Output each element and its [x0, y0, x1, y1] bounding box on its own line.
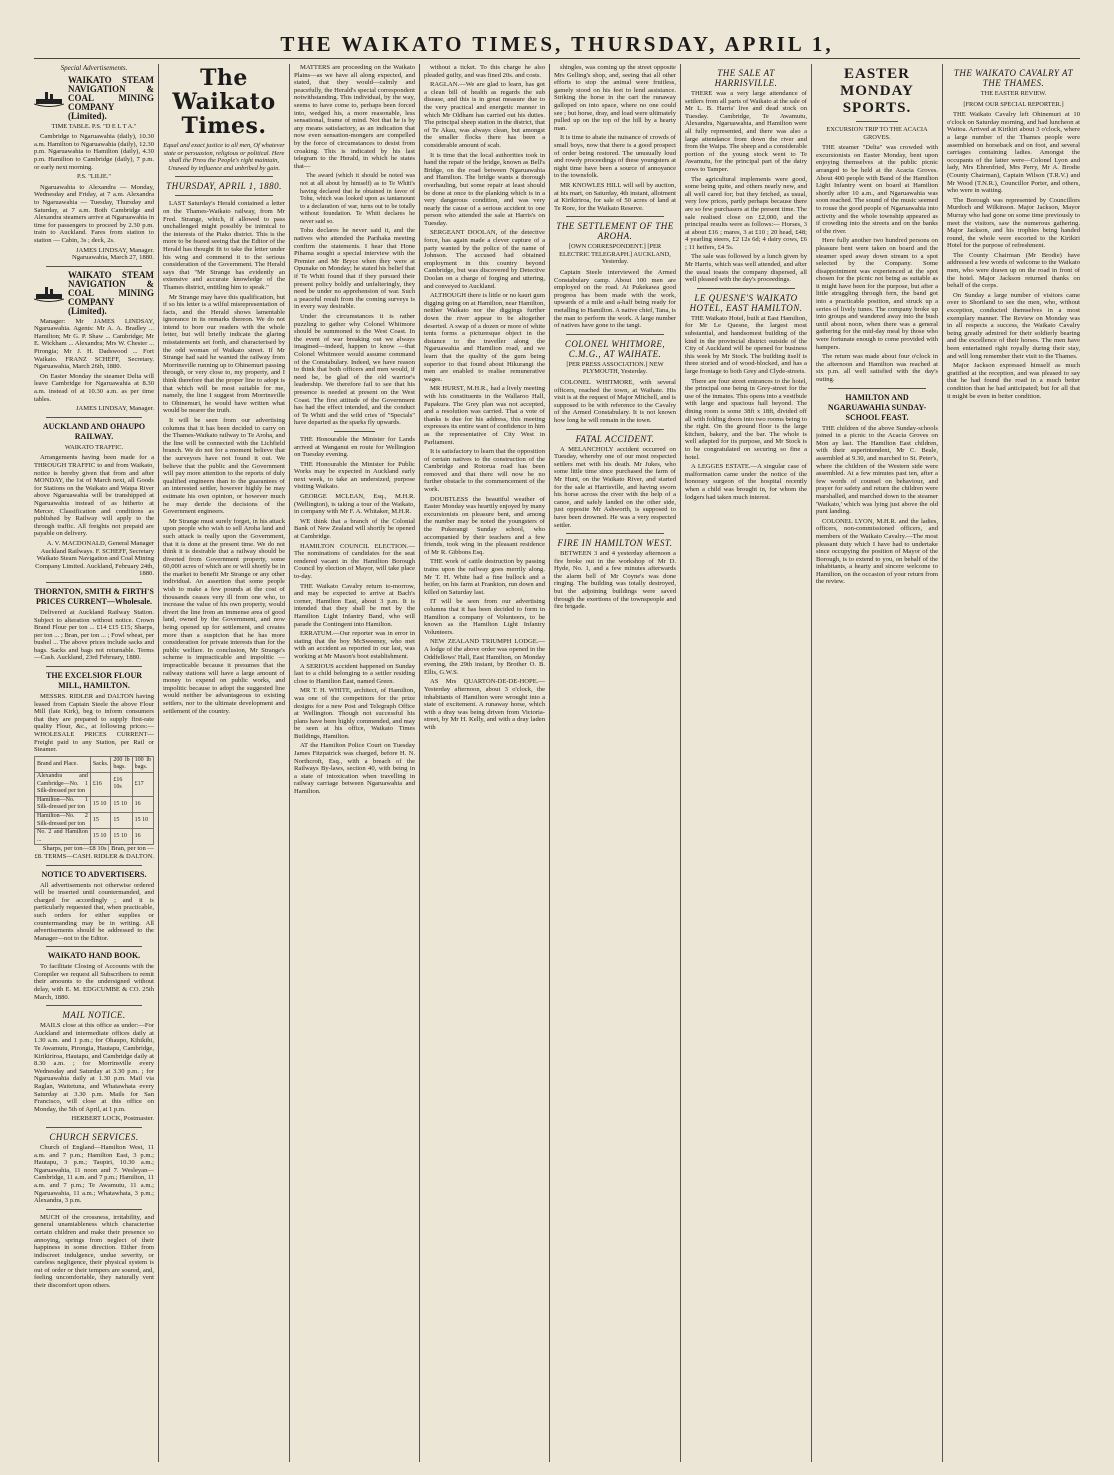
- ad1-lilie-body: Ngaruawahia to Alexandra — Monday, Wednesday and Friday, at 7 a.m. Alexandra to Ngaruawahia — Tuesday, Thursday and Saturday, at 7 a.m. Both Cambridge and Alexandra steamers arrive at Ngaruawahia in time for passengers to proceed by 2.30 p.m. train to Auckland. Fares from station to station — Cabin, 3s ; deck, 2s.: [34, 183, 154, 244]
- ad4-title: THORNTON, SMITH & FIRTH'S PRICES CURRENT—Wholesale.: [34, 586, 154, 606]
- divider: [566, 429, 664, 430]
- ad1-sign: JAMES LINDSAY, Manager. Ngaruawahia, March 27, 1880.: [71, 246, 154, 262]
- ad1-lilie: P.S. "LILIE.": [77, 173, 111, 181]
- divider: [175, 176, 273, 177]
- hotel-title: LE QUESNE'S WAIKATO HOTEL, EAST HAMILTON.: [689, 292, 803, 313]
- harrisville-title: THE SALE AT HARRISVILLE.: [714, 68, 778, 88]
- fire-body: BETWEEN 3 and 4 yesterday afternoon a fire broke out in the workshop of Mr D. Hyde, No. 1, and a few minutes afterwards the alarm bell of Mr Coyne's was done ringing. The building was totally destroyed, but the adjoining buildings were saved through the exertions of the townspeople and fire brigade.: [554, 550, 676, 611]
- column-news-5: [554, 64, 676, 1462]
- column-news-4: [424, 64, 545, 1462]
- news-short-6: THE Waikato Cavalry return to-morrow, and may be expected to arrive at Bach's corner, Hamilton East, about 3 p.m. It is intended that they shall be met by the Hamilton Light Infantry Band, who will parade the Contingent into Hamilton.: [294, 582, 415, 628]
- ad5-body: MESSRS. RIDLER and DALTON having leased from Captain Steele the above Flour Mill (late Kirk), beg to inform consumers that they are prepared to supply first-rate quality Flour, &c., at following prices:— WHOLESALE PRICES CURRENT— Freight paid to any Station, per Rail or Steamer.: [34, 693, 154, 754]
- column-rule: [680, 64, 681, 1462]
- news-p10: IT will be seen from our advertising columns that it has been decided to form in Hamilton a company of Volunteers, to be known as the Hamilton Light Infantry Volunteers.: [424, 598, 545, 636]
- column-rule: [158, 64, 159, 1462]
- ad3-title: AUCKLAND AND OHAUPO RAILWAY.: [42, 421, 146, 441]
- paper-title: The Waikato Times.: [172, 65, 276, 139]
- accident-body: A MELANCHOLY accident occurred on Tuesday, whereby one of our most respected settlers met with his death. Mr Jukes, who some little time since purchased the farm of Mr Hunt, on the Waikato River, and started for the sale at Harrisville, and having sworn his horse across the river with the help of a canoe, and safely landed on the other side, just opposite Mr Ashworth, is supposed to have been drowned. He was a very respected settler.: [554, 445, 676, 529]
- table-header-cell: 200 lb bags.: [111, 756, 132, 772]
- news-short-9: MR T. H. WHITE, architect, of Hamilton, was one of the competitors for the prize designs for a new Post and Telegraph Office at Wellington. Though not successful his plans have been highly commended, and may be seen at his office, Waikato Times Buildings, Hamilton.: [294, 687, 415, 740]
- table-header-cell: 100 lb bags.: [132, 756, 153, 772]
- steam-nav-ad-header: [34, 76, 154, 121]
- divider: [46, 666, 142, 667]
- ad7-body: To facilitate Closing of Accounts with the Compiler we request all Subscribers to remit their amounts to the undersigned without delay, with E. M. EDGCUMBE & CO. 25th March, 1880.: [34, 963, 154, 1001]
- masthead-rule: [34, 58, 1080, 59]
- ad7-title: WAIKATO HAND BOOK.: [47, 951, 141, 961]
- news-p7: It is satisfactory to learn that the opposition of certain natives to the construction of the Cambridge and Rotorua road has been removed and that there will now be no further obstacle to the commencement of the work.: [424, 448, 545, 494]
- ad6-title: NOTICE TO ADVERTISERS.: [41, 869, 147, 879]
- news-p12: AS Mrs QUARTON-DE-DE-HOPE.—Yesterday afternoon, about 3 o'clock, the inhabitants of Hamilton were wrought into a state of excitement. A runaway horse, which with a dray was being driven from Victoria-street, by Mr H. Kelly, and with a dray laden with: [424, 678, 545, 731]
- fire-title: FIRE IN HAMILTON WEST.: [557, 538, 673, 549]
- divider: [46, 946, 142, 947]
- divider: [175, 195, 273, 196]
- table-cell: 16: [132, 796, 153, 812]
- ad3-sign: A. V. MACDONALD, General Manager Auckland Railways. F. SCHEFF, Secretary Waikato Steam Navigation and Coal Mining Company Limited. Auckland, February 24th, 1880.: [35, 539, 154, 578]
- whitmore-sub: [PER PRESS ASSOCIATION.] NEW PLYMOUTH, Yesterday.: [566, 360, 664, 376]
- table-row: [35, 773, 154, 797]
- whitmore-title: COLONEL WHITMORE, C.M.G., AT WAIHATE.: [564, 338, 666, 359]
- aroha-body: Captain Steele interviewed the Armed Constabulary camp. About 100 men are employed on the road. At Pukekawa good progress has been made with the work, upwards of a mile and a-half being ready for metalling to Hamilton. A native chief, Tana, is the man to perform the work. A large number of natives have gone to the tangi.: [554, 269, 676, 330]
- divider: [566, 533, 664, 534]
- news-p3: Under the circumstances it is rather puzzling to gather why Colonel Whitmore should be summoned to the West Coast. In the event of war breaking out we always imagined—indeed, happen to know —that Colonel Whitmore would assume command of the Constabulary. Indeed, we have reason to think that both officers and men would, if need be, be glad of the old warrior's leadership. We therefore fail to see that his presence is needed at present on the West Coast. The first attitude of the Government has had the effect intended, and the conduct of Te Whiti and the wild cries of "Specials" have departed as the sparks fly upwards.: [294, 313, 415, 427]
- column-rule: [289, 64, 290, 1462]
- column-editorial: [163, 64, 285, 1462]
- accident-title: FATAL ACCIDENT.: [575, 433, 655, 444]
- table-cell: 15 10: [132, 812, 153, 828]
- column-news-8: [947, 64, 1080, 1462]
- news-p3: MR KNOWLES HILL will sell by auction, at his mart, on Saturday, 4th instant, allotment at Kirikiriroa, for sale of 50 acres of land at Te Rore, for the Waikato Reserve.: [554, 181, 676, 212]
- editorial-p1: LAST Saturday's Herald contained a letter on the Thames-Waikato railway, from Mr Fred. Strange, which, if allowed to pass unchallenged might possibly be inimical to the interests of the Piako district. This is the more to be feared seeing that the Editor of the Herald has thought fit to take the letter under his wing and commend it to the serious consideration of the Government. The Herald says that "Mr Strange has evidently an extensive and accurate knowledge of the Thames district, entitling him to speak.": [163, 200, 285, 291]
- table-cell: Hamilton—No. 2 Silk-dressed per ton: [35, 812, 91, 828]
- table-header-cell: Sacks.: [90, 756, 111, 772]
- table-cell: 15 10: [90, 796, 111, 812]
- table-cell: 15: [111, 812, 132, 828]
- news-short-2: THE Honourable the Minister for Public Works may be expected in Auckland early next week, to take an undersized, purpose visiting Waikato.: [294, 460, 415, 491]
- column-rule: [419, 64, 420, 1462]
- news-p2: Tohu declares he never said it, and the natives who attended the Parihaka meeting confirm the statements. I hear that Hone Pihama sought a special interview with the Premier and Mr Bryce when they were at Opunake on Monday; he stated his belief that if Te Whiti found that if they pursued their present policy boldly and unfalteringly, they need be under no apprehension of war. Such a peaceful result from the coming surveys is in every way desirable.: [294, 227, 415, 311]
- divider: [46, 1127, 142, 1128]
- special-ads-heading: Special Advertisements.: [60, 64, 128, 72]
- news-short-10: AT the Hamilton Police Court on Tuesday James Fitzpatrick was charged, before H. N. Northcroft, Esq., with a breach of the Railways By-laws, section 40, with being in a state of intoxication when travelling in railway carriage between Ngaruawahia and Hamilton.: [294, 742, 415, 796]
- table-row: [35, 796, 154, 812]
- cavalry-p4: On Sunday a large number of visitors came over to Shortland to see the men, who, without exception, conducted themselves in a most exemplary manner. The Review on Monday was in all respects a success, the Waikato Cavalry being greatly admired for their soldierly bearing and the excellence of their horses. The men have been entertained right royally during their stay, and will long remember their visit to the Thames.: [947, 291, 1080, 360]
- hotel-p6: A LEGGES ESTATE.—A singular case of malformation came under the notice of the honorary surgeon of the hospital recently when a child was brought in, for whom the lodgers had taken much interest.: [685, 463, 807, 501]
- table-cell: £16 10s: [111, 773, 132, 797]
- divider: [856, 121, 898, 122]
- mail-title: MAIL NOTICE.: [62, 1010, 126, 1021]
- steamer-icon: [34, 89, 64, 107]
- ad3-sub: WAIKATO TRAFFIC.: [64, 443, 124, 451]
- table-cell: 15 10: [90, 829, 111, 845]
- editorial-p3: It will be seen from our advertising columns that it has been decided to carry on the Thames-Waikato railway to Te Aroha, and the line will be connected with the Lichfield branch. We do not for a moment believe that the surveyors have not found it out. We believe that the public and the Government will pay more attention to the reports of duly qualified engineers than to the guarantees of an interested settler, however highly he may estimate his own opinion, or however much he may deride the decisions of the Government engineers.: [163, 417, 285, 516]
- ad2-body: Manager: Mr JAMES LINDSAY, Ngaruawahia. Agents: Mr A. A. Bradley ... Hamilton; Mr G. P. Shaw ... Cambridge; Mr E. Wickham ... Alexandra; Mrs W. Chester ... Pirongia; Mr J. H. Dadswood ... Fort Waikato. FRANZ SCHEFF, Secretary. Ngaruawahia, March 26th, 1880.: [34, 317, 154, 371]
- cavalry-p1: THE Waikato Cavalry left Ohinemuri at 10 o'clock on Saturday morning, and had luncheon at Waitoa. Arrived at Kirikiri about 3 o'clock, where a large number of the Thames people were assembled on horseback and on foot, and several carriages containing ladies. Amongst the occupants of the latter were—Colonel Lyon and lady, Mrs Ehrenfried, Mrs Perry, Mr A. Brodie (County Chairman), Captain Wilson (T.R.V.) and Mr Wood (T.N.R.), Councillor Porter, and others, who were in waiting.: [947, 111, 1080, 195]
- ad2-easter: On Easter Monday the steamer Delta will leave Cambridge for Ngaruawahia at 8.30 a.m. instead of at 10.30 a.m. as per time tables.: [34, 372, 154, 403]
- ad2-sign: JAMES LINDSAY, Manager.: [75, 405, 154, 413]
- column-rule: [942, 64, 943, 1462]
- easter-p2: Here fully another two hundred persons on pleasure bent were taken on board and the steamer sped away down stream to a spot selected by the Company. Some disappointment was experienced at the spot chosen for the picnic not being as suitable as it might have been for the purpose, but after a little struggling through fern, the band got into a practicable position, and struck up a series of lively tunes. The company broke up into groups and wandered away into the bush until about noon, when there was a general gathering for the mid-day meal by those who were fortunate enough to come provided with hampers.: [816, 237, 938, 351]
- cavalry-p5: Major Jackson expressed himself as much gratified at the reception, and was pleased to say that he had found the road in a much better condition than he had anticipated; but for all that it might be even in better condition.: [947, 362, 1080, 400]
- cavalry-title: THE WAIKATO CAVALRY AT THE THAMES.: [953, 68, 1074, 88]
- column-advertisements: [34, 64, 154, 1462]
- news-short-3: GEORGE MCLEAN, Esq., M.H.R. (Wellington), is taking a tour of the Waikato, in company with Mr F. A. Whitaker, M.H.R.: [294, 493, 415, 516]
- ad1-timetable: TIME TABLE. P.S. "D E L T A.": [51, 122, 137, 130]
- table-cell: £16: [90, 773, 111, 797]
- divider: [46, 266, 142, 267]
- cavalry-sub: THE EASTER REVIEW.: [980, 90, 1047, 97]
- column-rule: [811, 64, 812, 1462]
- church-title: CHURCH SERVICES.: [49, 1131, 139, 1142]
- news-p2: It is time to abate the nuisance of crowds of small boys, now that there is a good prospect of order being restored. The unusually loud and rowdy proceedings of these youngsters at night time have been a source of annoyance to the townsfolk.: [554, 134, 676, 180]
- easter-p3: The return was made about four o'clock in the afternoon and Hamilton was reached at six p.m. all well satisfied with the day's outing.: [816, 353, 938, 383]
- divider: [828, 388, 926, 389]
- table-header-row: [35, 756, 154, 772]
- news-p1: without a ticket. To this charge he also pleaded guilty, and was fined 20s. and costs.: [424, 64, 545, 79]
- ad5-sign: Sharps, per ton—£8 10s | Bran, per ton — £8. TERMS—CASH. RIDLER & DALTON.: [34, 845, 154, 860]
- news-p3: It is time that the local authorities took in hand the repair of the bridge, known as Bell's Bridge, on the road between Ngaruawahia and Hamilton. The bridge wants a thorough overhauling, but some repair at least should be done at once to the planking which is in a very dangerous condition, and was very nearly the cause of a serious accident to one person who attended the sale at Harris's on Tuesday.: [424, 151, 545, 227]
- news-p5: ALTHOUGH there is little or no kauri gum digging going on at Hamilton, near Hamilton, neither Waikato nor the diggings further down the river appear to be altogether deserted. A swap of a dozen or more of white tents forms a picturesque object in the distance to the traveller along the Ngaruawahia and Hamilton road, and we learn that the quality of the gum being superior to that found about Hikurangi the men are enabled to realise remunerative wages.: [424, 292, 545, 383]
- cavalry-sub2: [FROM OUR SPECIAL REPORTER.]: [963, 100, 1064, 108]
- easter-sports-sub: EXCURSION TRIP TO THE ACACIA GROVES.: [826, 126, 928, 141]
- news-short-1: THE Honourable the Minister for Lands arrived at Wanganui en route for Wellington on Tuesday evening.: [294, 435, 415, 459]
- ad1-title: WAIKATO STEAM NAVIGATION & COAL MINING COMPANY (Limited).: [68, 74, 154, 121]
- flour-price-table: [34, 756, 154, 846]
- paper-motto: Equal and exact justice to all men, Of whatever state or persuasion, religious or political. Here shall the Press the People's right maintain, Unawed by influence and unbribed by gain.: [163, 142, 285, 172]
- table-row: [35, 829, 154, 845]
- column-news-6: [685, 64, 807, 1462]
- divider: [334, 431, 375, 432]
- divider: [46, 1005, 142, 1006]
- news-p6: MR HURST, M.H.R., had a lively meeting with his constituents in the Wallaroo Hall, Papakura. The Grey plan was not accepted, and a resolution was carried. That a vote of thanks is due for his address, this meeting expresses its entire want of confidence in him as the representative of City West in Parliament.: [424, 385, 545, 446]
- harrisville-p1: THERE was a very large attendance of settlers from all parts of Waikato at the sale of Mr L. B. Harris' live and dead stock on Tuesday. Cambridge, Te Awamutu, Alexandra, Ngaruawahia, and Hamilton were all fully represented, and there was also a large attendance from down the river and from the Waipa. The sheep and a considerable portion of the young stock went to Te Awamutu, for the principal part of the dairy cows to Tamper.: [685, 90, 807, 173]
- church-body: Church of England—Hamilton West, 11 a.m. and 7 p.m.; Hamilton East, 3 p.m.; Hautapu, 3 p.m.; Taupiri, 10.30 a.m.; Ngaruawahia, 11 noon and 7. Wesleyan—Cambridge, 11 a.m. and 7 p.m.; Hamilton, 11 a.m. and 7 p.m.; Te Awamutu, 11 a.m.; Ngaruawahia, 11 a.m.; Whatawhata, 3 p.m.; Alexandra, 3 p.m.: [34, 1143, 154, 1205]
- sunday-school-title: HAMILTON AND NGARUAWAHIA SUNDAY-SCHOOL FEAST.: [827, 392, 927, 422]
- table-cell: 15: [90, 812, 111, 828]
- column-news-7: [816, 64, 938, 1462]
- ad6-body: All advertisements not otherwise ordered will be inserted until countermanded, and charged for accordingly ; and it is particularly requested that, when practicable, such orders for either supplies or countermanding may be in writing. All advertisements should be addressed to the Manager—not to the Editor.: [34, 881, 154, 942]
- news-p1: MATTERS are proceeding on the Waikato Plains—as we have all along expected, and stated, that they would—calmly and peacefully, the Herald's special correspondent notwithstanding. This individual, by the way, seems to have come to, perhaps been forced into, wedged his, a more reasonable, less sensational, frame of mind. Not that he is by any means satisfactory, as an indication that now even sensation-mongers are compelled by the force of circumstances to desist from croaking. This is indicated by his last telegram to the Herald, in which he states that—: [294, 64, 415, 170]
- divider: [46, 865, 142, 866]
- table-header-cell: Brand and Place.: [35, 756, 91, 772]
- sunday-school-p5: COLONEL LYON, M.H.R. and the ladies, officers, non-commissioned officers, and members of the Waikato Cavalry.—The most pleasant duty which I have had to undertake since occupying the position of Mayor of the Borough, is to extend to you, on behalf of the inhabitants, a hearty and sincere welcome to Hamilton, on the occasion of your return from the review.: [816, 517, 938, 586]
- easter-sports-title: EASTER MONDAY SPORTS.: [840, 66, 914, 116]
- mail-sign: HERBERT LOCK, Postmaster.: [71, 1115, 154, 1123]
- divider: [697, 288, 795, 289]
- harrisville-p2: The agricultural implements were good, some being quite, and others nearly new, and all well cared for; but they fetched, as usual, very low prices, partly perhaps because there are so few purchasers at the present time. The sale realised close on £2,000, and the principal results were as follows:— Horses, 3 at about £16 ; mares, 3 at £10 ; 20 head, £48; 4 yearling steers, £2 12s 6d; 4 dairy cows, £6 ; 11 heifers, £4 5s.: [685, 175, 807, 251]
- masthead-title: THE WAIKATO TIMES, THURSDAY, APRIL 1,: [280, 32, 834, 56]
- divider: [46, 417, 142, 418]
- whitmore-body: COLONEL WHITMORE, with several officers, reached the town, at Waihate. His visit is at the request of Major Mitchell, and is supposed to be with reference to the Cavalry of the Armed Constabulary. It is not known how long he will remain in the town.: [554, 379, 676, 424]
- divider: [566, 216, 664, 217]
- news-short-8: A SERIOUS accident happened on Sunday last to a child belonging to a settler residing close to Hamilton East, named Green.: [294, 662, 415, 685]
- closing-paragraph: MUCH of the crossness, irritability, and general unamiableness which characterise certain children and make their presence so annoying, springs from neglect of their happiness in some direction. Either from indiscreet indulgence, undue severity, or careless negligence, their physical system is out of order or their tempers are soured, and, feeling uncomfortable, they naturally vent their discomfort upon others.: [34, 1213, 154, 1290]
- aroha-sub: [OWN CORRESPONDENT.] [PER ELECTRIC TELEGRAPH.] AUCKLAND, Yesterday.: [559, 243, 671, 266]
- news-short-4: WE think that a branch of the Colonial Bank of New Zealand will shortly be opened at Cambridge.: [294, 517, 415, 541]
- ad4-body: Delivered at Auckland Railway Station. Subject to alteration without notice. Crown Brand Flour per ton ... £14 £15 £15; Sharps, per ton ... ; Bran, per ton ... ; Fowl wheat, per bushel ... The above prices include sacks and bags. Sacks and bags not returnable. Terms—Cash. Auckland, 23rd February, 1880.: [34, 608, 154, 662]
- harrisville-p3: The sale was followed by a lunch given by Mr Harris, which was well attended, and after the usual toasts the company dispersed, all well pleased with the day's proceedings.: [685, 253, 807, 284]
- table-cell: 15 10: [111, 829, 132, 845]
- table-cell: Hamilton—No. 1 Silk-dressed per ton: [35, 796, 91, 812]
- news-p8: DOUBTLESS the beautiful weather of Easter Monday was heartily enjoyed by many excursionists on pleasure bent, and among the number may be noted the youngsters of the Pukerangi Sunday school, who accompanied by their teachers and a few friends, took wing in the pleasant residence of Mr R. Gibbons Esq.: [424, 495, 545, 556]
- steamer-icon: [34, 284, 64, 302]
- cavalry-p2: The Borough was represented by Councillors Murdoch and Wilkinson. Major Jackson, Mayor Murray who had gone on some time previously to meet the visitors, saw the numerous gathering. Major Jackson, and his trophies being handed round, the whole were escorted to the Kirikiri Hotel for the purpose of refreshment.: [947, 196, 1080, 250]
- mail-body: MAILS close at this office as under:—For Auckland and intermediate offices daily at 1.30 a.m. and 1 p.m.; for Ohaupo, Kihikihi, Te Awamutu, Pirongia, Hautapu, Cambridge, Kirikiriroa, Hautapu, and Cambridge daily at 8.30 a.m. ; for Morrinsville every Wednesday and Saturday at 3.30 p.m. ; for Ngaruawahia daily at 1.30 p.m. Mail via Raglan, Waitetuna, and Whatawhata every Saturday at 3.30 p.m. Mails for San Francisco, will close at this office on Monday, the 5th of April, at 1 p.m.: [34, 1022, 154, 1113]
- table-cell: Alexandra and Cambridge—No. 1 Silk-dressed per ton: [35, 773, 91, 797]
- editorial-p4: Mr Strange must surely forget, in his attack upon people who wish to sell Aroha land and such attack is really upon the Government, that it is done at the present time. We do not think it is desirable that a railway should be diverted from Government property, some 60,000 acres of which are or will shortly be in the market to benefit Mr Strange or any other individual. An assertion that some people wish to make a few pounds at the cost of thousands ceases very ill from one who, to increase the value of his own property, would divert the line from an immense area of good land, owned by the Government, and now being opened up for settlement, and creates more than a suspicion that he has more consideration for private interests than for the public welfare. In conclusion, Mr Strange's scheme is impracticable and impolitic — impracticable because it presumes that the railway stations will have a large amount of money to expend on public works, and impolitic because to adopt the suggested line would neither be advantageous to existing settlers, nor to the ultimate development and settlement of the country.: [163, 517, 285, 715]
- ad2-title: WAIKATO STEAM NAVIGATION & COAL MINING COMPANY (Limited).: [68, 269, 154, 316]
- table-cell: £17: [132, 773, 153, 797]
- ad3-body: Arrangements having been made for a THROUGH TRAFFIC to and from Waikato, notice is hereby given that from and after MONDAY, the 1st of March next, all Goods for Stations on the Waikato and Waipa River above Ngaruawahia will be transhipped at Ngaruawahia instead of as hitherto at Mercer. Classification and conditions as published by Railway will apply to the through traffic. All freights not prepaid are payable on delivery.: [34, 454, 154, 538]
- table-row: [35, 812, 154, 828]
- table-cell: No. 2 and Hamilton ...: [35, 829, 91, 845]
- news-quote: The award (which it should be noted was not at all about by himself) as to Te Whiti's having declared that he obtained in favor of Tohu, which was looked upon as tantamount to a declaration of war, turns out to be totally without foundation. Te Whiti declares he never said so.: [300, 172, 415, 225]
- table-cell: 15 10: [111, 796, 132, 812]
- divider: [46, 582, 142, 583]
- hotel-p5: There are four street entrances to the hotel, the principal one being in Grey-street for the use of the inmates. This opens into a vestibule with large and spacious hall beyond. The dining room is some 38ft x 18ft, divided off all with folding doors into two rooms being to the right. On the ground floor is the large kitchen, bakery, and the bar. The whole is well adapted for its purpose, and Mr Stock is to be congratulated on securing so fine a hotel.: [685, 377, 807, 461]
- news-p9: THE work of cattle destruction by passing trains upon the railway goes merrily along. Mr T. H. White had a fine bullock and a heifer, on his farm at Frankton, run down and killed on Saturday last.: [424, 558, 545, 596]
- editorial-dateline: THURSDAY, APRIL 1, 1880.: [166, 181, 282, 192]
- table-cell: 16: [132, 829, 153, 845]
- news-p11: NEW ZEALAND TRIUMPH LODGE.—A lodge of the above order was opened in the Oddfellows' Hall, East Hamilton, on Monday evening, the 29th instant, by Brother O. B. Ellis, G.W.S.: [424, 638, 545, 676]
- news-p1: shingles, was coming up the street opposite Mrs Gelling's shop, and, seeing that all other efforts to stop the animal were fruitless, gamely stood on his feet to lend assistance. Striking the horse in the cart the runaway galloped on into space, where no one could see ; but horse, dray, and load were ultimately pulled up on the top of the hill by a hearty man.: [554, 64, 676, 132]
- hotel-p4: THE Waikato Hotel, built at East Hamilton, for Mr Le Quesne, the largest most substantial, and handsomest building of the kind in the provincial district outside of the City of Auckland will be opened for business this week by Mr Stock. The building itself is three storied and of wood-blocked, and has a large frontage to both Grey and Clyde-streets.: [685, 314, 807, 375]
- ad1-body: Cambridge to Ngaruawahia (daily), 10.30 a.m. Hamilton to Ngaruawahia (daily), 12.30 p.m. Ngaruawahia to Hamilton (daily), 4.30 p.m. Hamilton to Cambridge (daily), 7 p.m. or early next morning.: [34, 133, 154, 171]
- steam-nav-ad2-header: [34, 271, 154, 316]
- column-news-3: [294, 64, 415, 1462]
- cavalry-p3: The County Chairman (Mr Brodie) have addressed a few words of welcome to the Waikato men, who were drawn up on the road in front of the hotel. Major Jackson returned thanks on behalf of the corps.: [947, 251, 1080, 290]
- ad5-title: THE EXCELSIOR FLOUR MILL, HAMILTON.: [45, 671, 143, 691]
- news-p2: RAGLAN.—We are glad to learn, has got a clean bill of health as regards the sub disease, and this is in great measure due to the very practical and energetic manner in which Mr Oldham has carried out his duties. The principal sheep station in the district, that of Te Akau, was always clean, but amongst the smaller flocks there has been a considerable amount of scab.: [424, 81, 545, 149]
- news-short-5: HAMILTON COUNCIL ELECTION.—The nominations of candidates for the seat rendered vacant in the Hamilton Borough Council by election of Mayor, will take place to-day.: [294, 542, 415, 580]
- divider: [566, 334, 664, 335]
- aroha-title: THE SETTLEMENT OF THE AROHA.: [556, 221, 674, 242]
- news-short-7: ERRATUM.—Our reporter was in error in stating that the boy McSweeney, who met with an accident as reported in our last, was working at Mr Mason's boot establishment.: [294, 630, 415, 660]
- news-p4: SERGEANT DOOLAN, of the detective force, has again made a clever capture of a party wanted by the police of the name of Johnson. The accused had obtained employment in this country beyond Cambridge, but was discovered by Detective Doolan on a charge of forging and uttering, and conveyed to Auckland.: [424, 229, 545, 290]
- sunday-school-p4: THE children of the above Sunday-schools joined in a picnic to the Acacia Groves on Mon ay last. The Hamilton East children, with their superintendent, Mr C. Beale, assembled at 9.30, and marched to St. Peter's, where the children of the Western side were assembled. At a few minutes past ten, after a few words of counsel on behaviour, and prayer for safety and return the children were marshalled, and marched down to the steamer 'Waikato,' which was lying just above the old punt landing.: [816, 424, 938, 516]
- easter-p1: THE steamer "Delta" was crowded with excursionists on Easter Monday, bent upon enjoying themselves at the public picnic arranged to be held at the Acacia Groves. About 400 people with Band of the Hamilton Light Infantry went on board at Hamilton shortly after 10 a.m., and Ngaruawahia was soon reached. The sound of the music seemed to rouse the good people of Ngaruawahia into activity and the whole township appeared as if crowding into the streets and on the banks of the river.: [816, 144, 938, 235]
- editorial-p2: Mr Strange may have this qualification, but if so his letter is a wilful misrepresentation of facts, and the Herald shows lamentable ignorance in its remarks thereon. We do not intend to bore our readers with the whole letter, but will briefly indicate the glaring misstatements set forth, and characterised by the odd woman of Waikato street. If Mr Strange had said he wanted the railway from Morrinsville running up to Ohinemuri passing through, or very close to, my property, and I think therefore that the proper line to adopt is that which will be most suitable for me, namely, the line I suggest from Morrinsville to Ohinemuri, he would have written what would be nearer the truth.: [163, 293, 285, 415]
- divider: [46, 1209, 142, 1210]
- masthead: [0, 0, 1114, 56]
- column-rule: [549, 64, 550, 1462]
